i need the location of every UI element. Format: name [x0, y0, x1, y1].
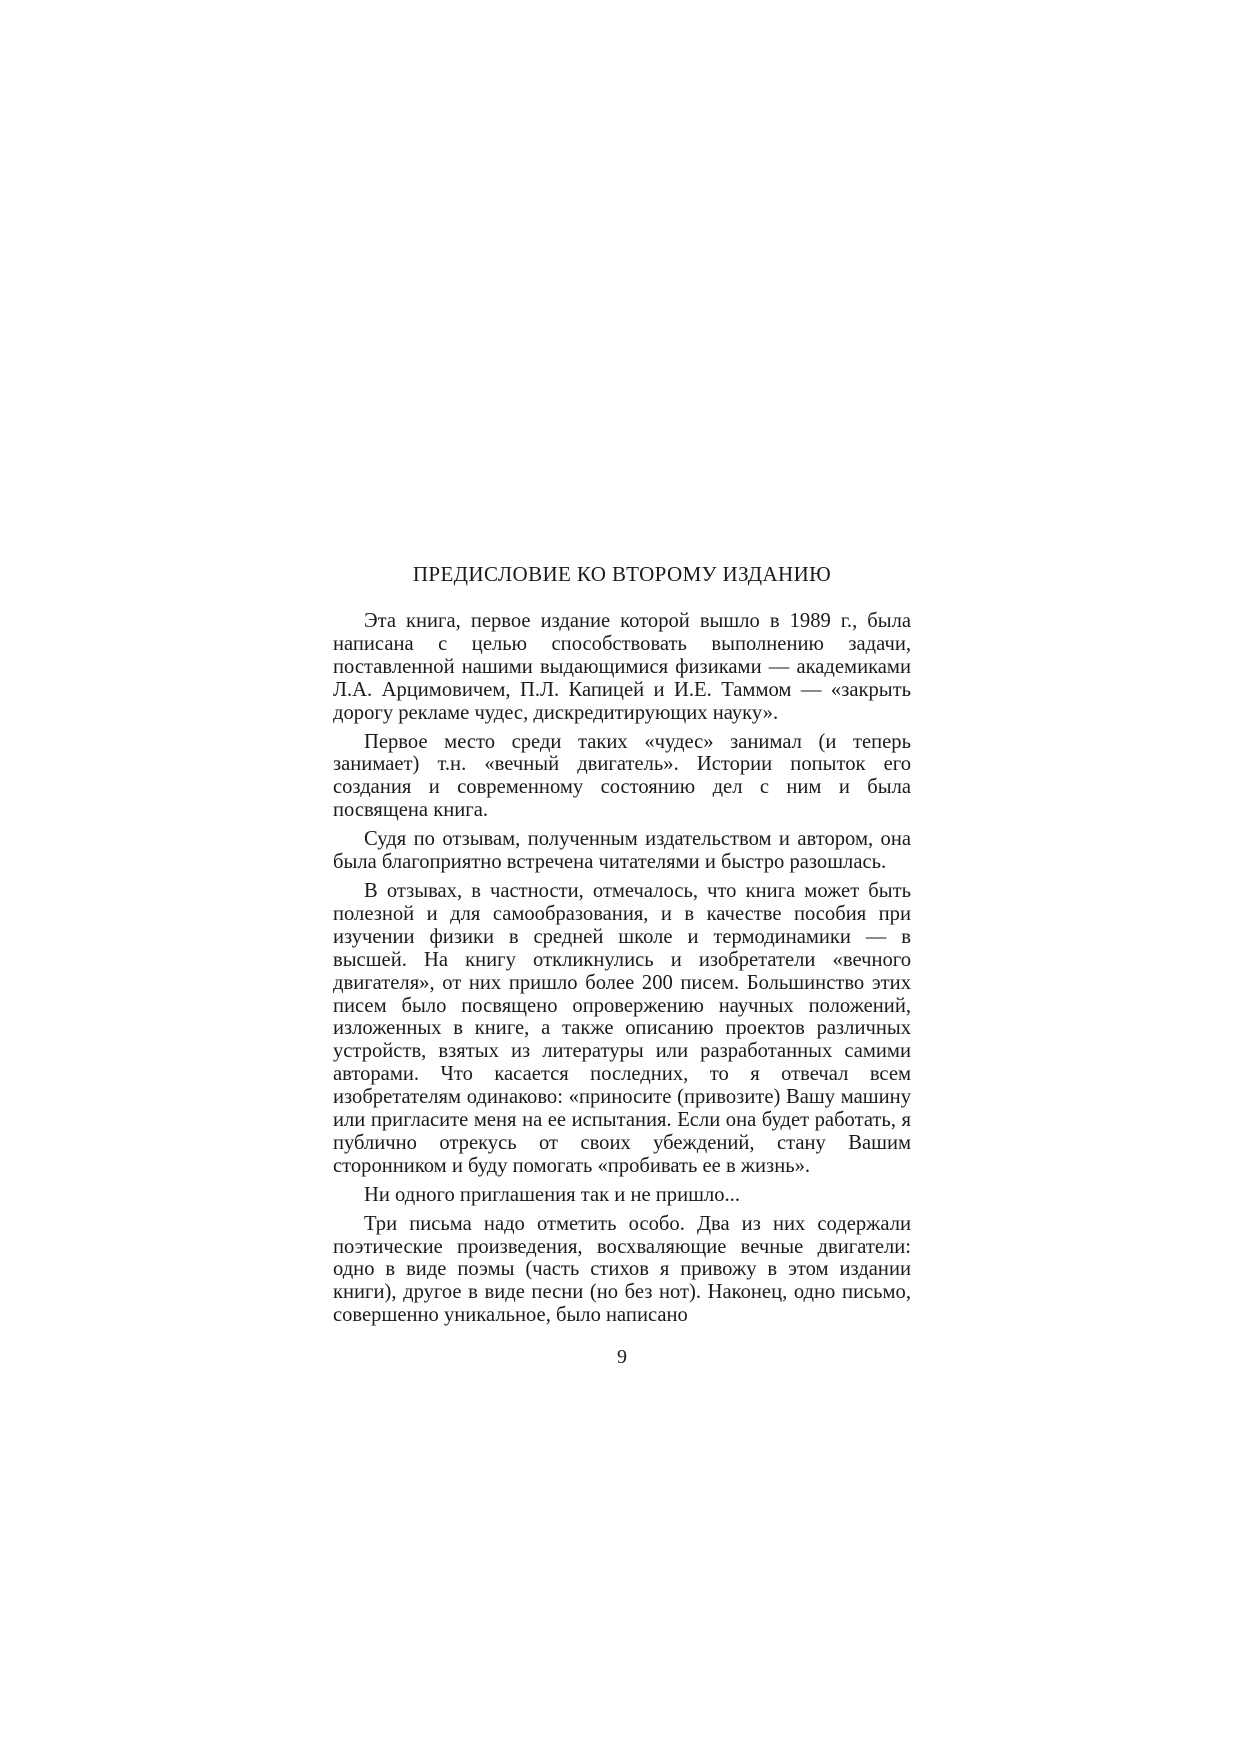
paragraph: Судя по отзывам, полученным издательством и автором, она была благоприятно встречена читателями и быстро разошлась.: [333, 828, 911, 874]
paragraph: Три письма надо отметить особо. Два из них содержали поэтические произведения, восхваляющие вечные двигатели: одно в виде поэмы (часть стихов я привожу в этом издании книги), другое в виде песни (но без нот). Наконец, одно письмо, совершенно уникальное, было написано: [333, 1212, 911, 1327]
paragraph: В отзывах, в частности, отмечалось, что книга может быть полезной и для самообразования, и в качестве пособия при изучении физики в средней школе и термодинамики — в высшей. На книгу откликнулись и изобретатели «вечного двигателя», от них пришло более 200 писем. Большинство этих писем было посвящено опровержению научных положений, изложенных в книге, а также описанию проектов различных устройств, взятых из литературы или разработанных самими авторами. Что касается последних, то я отвечал всем изобретателям одинаково: «приносите (привозите) Вашу машину или пригласите меня на ее испытания. Если она будет работать, я публично отрекусь от своих убеждений, стану Вашим сторонником и буду помогать «пробивать ее в жизнь».: [333, 879, 911, 1177]
chapter-heading: ПРЕДИСЛОВИЕ КО ВТОРОМУ ИЗДАНИЮ: [412, 562, 832, 586]
text-block: [333, 560, 911, 1333]
paragraph: Эта книга, первое издание которой вышло в 1989 г., была написана с целью способствовать выполнению задачи, поставленной нашими выдающимися физиками — академиками Л.А. Арцимовичем, П.Л. Капицей и И.Е. Таммом — «закрыть дорогу рекламе чудес, дискредитирующих науку».: [333, 610, 911, 724]
body-text: [333, 610, 911, 1327]
page-number: 9: [617, 1346, 627, 1368]
paragraph: Первое место среди таких «чудес» занимал (и теперь занимает) т.н. «вечный двигатель». Истории попыток его создания и современному состоянию дел с ним и была посвящена книга.: [333, 730, 911, 822]
paragraph: Ни одного приглашения так и не пришло...: [364, 1183, 740, 1206]
